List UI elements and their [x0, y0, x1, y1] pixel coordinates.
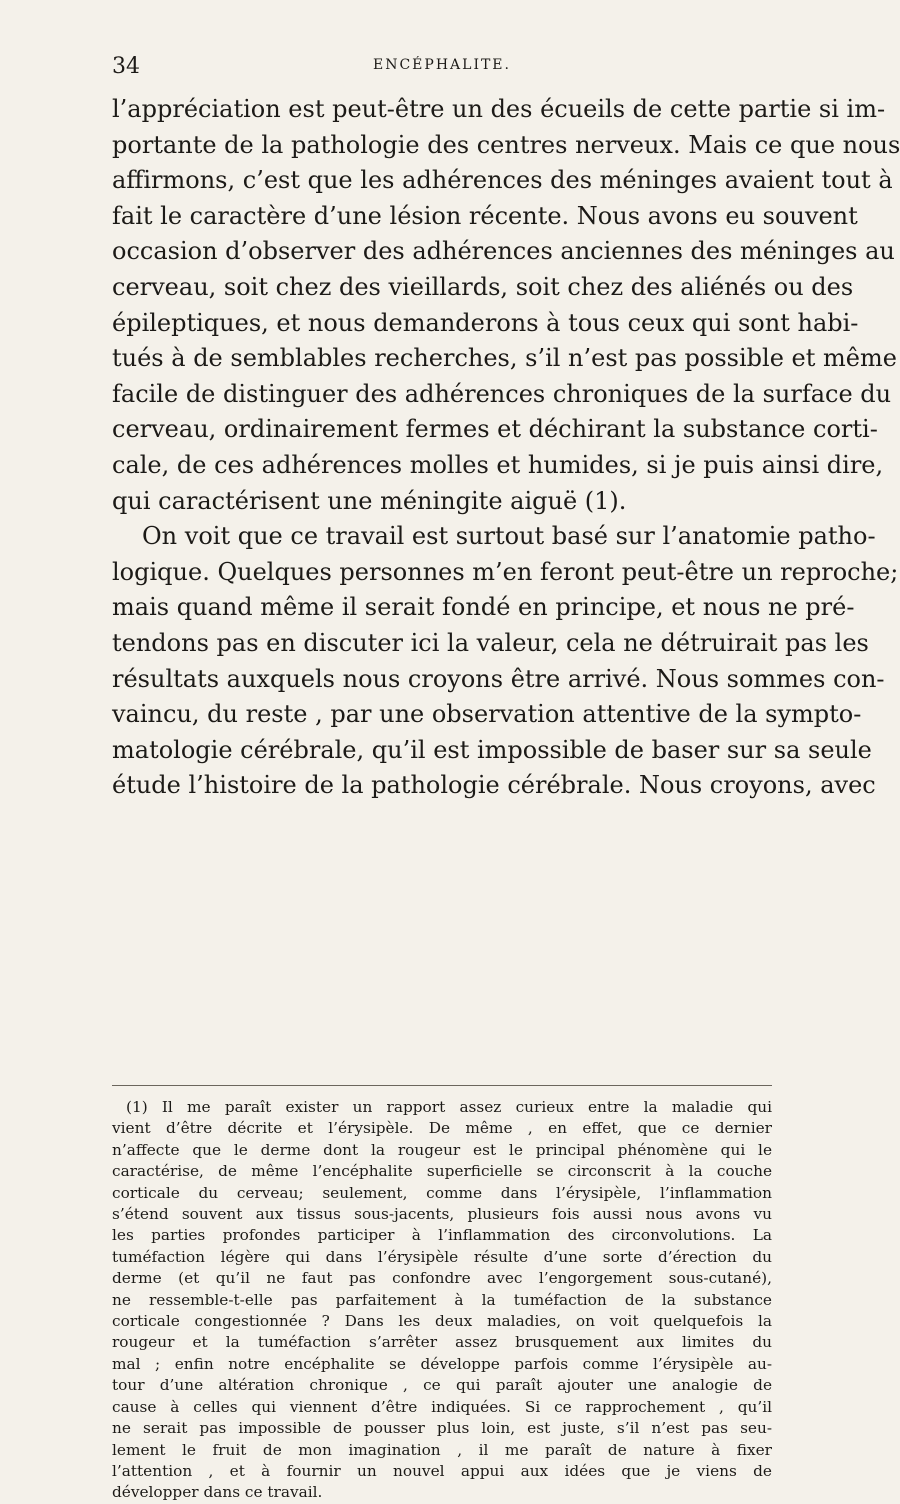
footnote-line: cause à celles qui viennent d’être indiquées. Si ce rapprochement , qu’il	[112, 1397, 772, 1416]
footnote-line: corticale congestionnée ? Dans les deux maladies, on voit quelquefois la	[112, 1312, 772, 1331]
footnote-line: l’attention , et à fournir un nouvel appui aux idées que je viens de	[112, 1461, 772, 1480]
body-text	[112, 92, 900, 804]
body-line: tendons pas en discuter ici la valeur, cela ne détruirait pas les	[112, 628, 869, 657]
footnote-line: derme (et qu’il ne faut pas confondre avec l’engorgement sous-cutané),	[112, 1269, 772, 1288]
footnote-line: (1) Il me paraît exister un rapport assez curieux entre la maladie qui	[126, 1098, 772, 1116]
footnote-line: mal ; enfin notre encéphalite se développe parfois comme l’érysipèle au-	[112, 1354, 772, 1373]
footnote-line: les parties profondes participer à l’inflammation des circonvolutions. La	[112, 1226, 772, 1245]
body-line: facile de distinguer des adhérences chroniques de la surface du	[112, 379, 892, 408]
body-line: qui caractérisent une méningite aiguë (1).	[112, 486, 627, 515]
footnote	[112, 1097, 772, 1504]
body-line: fait le caractère d’une lésion récente. Nous avons eu souvent	[112, 201, 858, 230]
footnote-line: ne ressemble-t-elle pas parfaitement à la tuméfaction de la substance	[112, 1290, 772, 1309]
body-line: mais quand même il serait fondé en principe, et nous ne pré-	[112, 593, 855, 622]
footnote-line: vient d’être décrite et l’érysipèle. De même , en effet, que ce dernier	[112, 1119, 772, 1138]
body-line: matologie cérébrale, qu’il est impossible de baser sur sa seule	[112, 735, 872, 764]
body-line: l’appréciation est peut-être un des écueils de cette partie si im-	[112, 95, 886, 123]
body-line: On voit que ce travail est surtout basé sur l’anatomie patho-	[142, 522, 876, 551]
footnote-line: s’étend souvent aux tissus sous-jacents, plusieurs fois aussi nous avons vu	[112, 1205, 772, 1224]
body-line: logique. Quelques personnes m’en feront peut-être un reproche;	[112, 557, 899, 586]
body-line: cerveau, ordinairement fermes et déchirant la substance corti-	[112, 415, 878, 444]
footnote-line: n’affecte que le derme dont la rougeur est le principal phénomène qui le	[112, 1140, 772, 1159]
page-header	[112, 54, 772, 84]
footnote-line: rougeur et la tuméfaction s’arrêter assez brusquement aux limites du	[112, 1333, 772, 1352]
footnote-line: ne serait pas impossible de pousser plus loin, est juste, s’il n’est pas seu-	[112, 1419, 772, 1438]
footnote-line: lement le fruit de mon imagination , il me paraît de nature à fixer	[112, 1440, 772, 1459]
body-line: épileptiques, et nous demanderons à tous ceux qui sont habi-	[112, 308, 859, 337]
body-line: tués à de semblables recherches, s’il n’est pas possible et même	[112, 344, 897, 373]
body-line: occasion d’observer des adhérences anciennes des méninges au	[112, 237, 895, 266]
footnote-line: développer dans ce travail.	[112, 1483, 323, 1502]
body-line: cerveau, soit chez des vieillards, soit chez des aliénés ou des	[112, 272, 854, 301]
footnote-line: caractérise, de même l’encéphalite superficielle se circonscrit à la couche	[112, 1162, 772, 1181]
body-line: vaincu, du reste , par une observation attentive de la sympto-	[112, 700, 862, 729]
body-line: résultats auxquels nous croyons être arrivé. Nous sommes con-	[112, 664, 885, 693]
footnote-line: tuméfaction légère qui dans l’érysipèle résulte d’une sorte d’érection du	[112, 1247, 772, 1266]
footnote-line: corticale du cerveau; seulement, comme dans l’érysipèle, l’inflammation	[112, 1183, 772, 1202]
page-number: 34	[112, 54, 140, 79]
body-line: portante de la pathologie des centres nerveux. Mais ce que nous	[112, 130, 900, 159]
body-line: affirmons, c’est que les adhérences des méninges avaient tout à	[112, 166, 893, 195]
running-head: ENCÉPHALITE.	[373, 57, 511, 73]
footnote-line: tour d’une altération chronique , ce qui paraît ajouter une analogie de	[112, 1376, 772, 1395]
body-line: cale, de ces adhérences molles et humides, si je puis ainsi dire,	[112, 450, 884, 479]
body-line: étude l’histoire de la pathologie cérébrale. Nous croyons, avec	[112, 771, 876, 800]
footnote-divider	[112, 1085, 772, 1086]
